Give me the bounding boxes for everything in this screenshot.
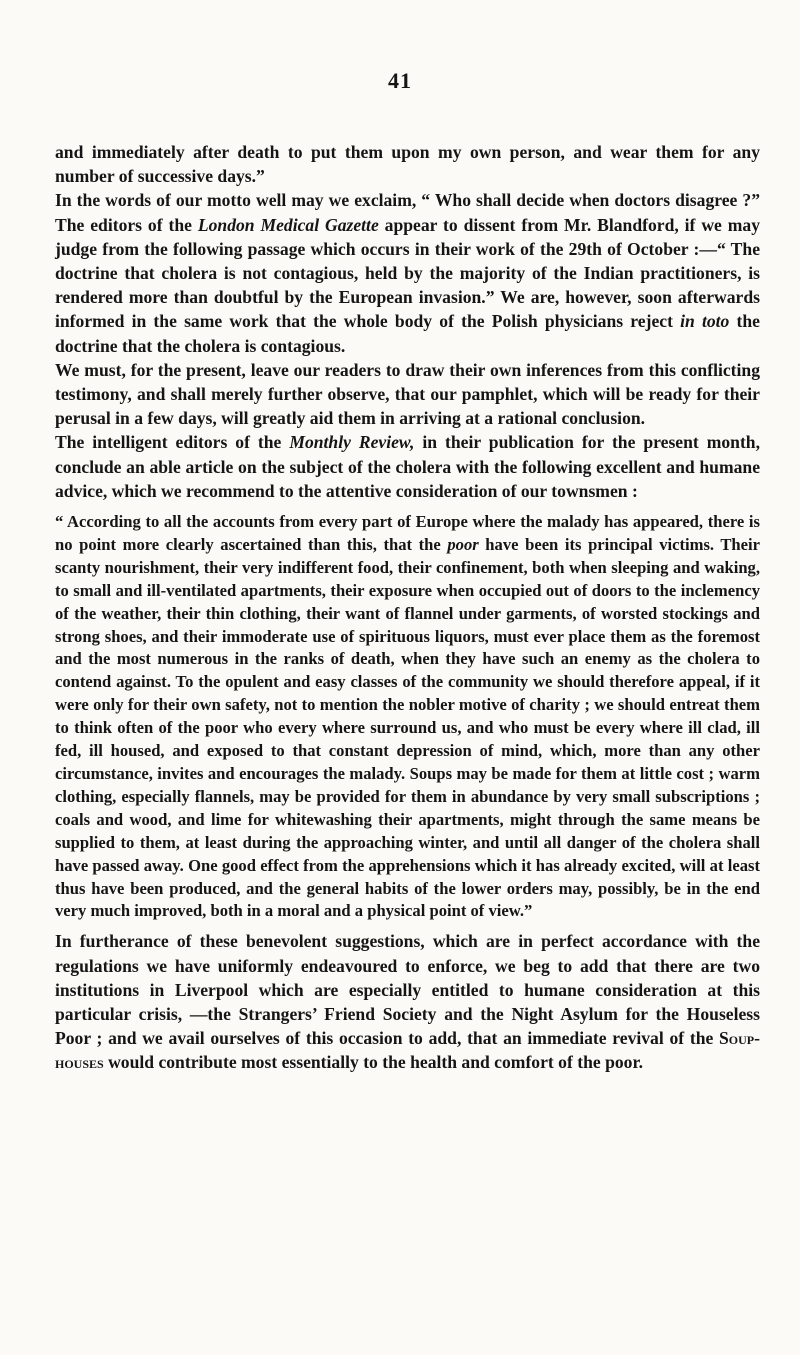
page-number: 41	[388, 68, 412, 93]
paragraph-2-italic-in-toto: in toto	[680, 311, 730, 332]
paragraph-3-text: We must, for the present, leave our readers to draw their own inferences from this conflicting testimony, and shall merely further observe, that our pamphlet, which will be ready for their perusal in a few days, will greatly aid them in arriving at a rational conclusion.	[55, 359, 760, 429]
quote-italic-poor: poor	[447, 534, 479, 554]
quote-text-a: “ According to all the accounts from every part of Europe where the malady has appeared, there is no point more clearly ascertained than this, that the	[55, 512, 760, 554]
paragraph-4-italic-review: Monthly Review,	[289, 432, 415, 453]
paragraph-4	[55, 430, 760, 503]
paragraph-2-text-c: the doctrine that the cholera is contagious.	[55, 311, 760, 356]
paragraph-1	[55, 140, 760, 188]
paragraph-5-smallcaps-soup-houses: Soup-houses	[55, 1028, 760, 1073]
paragraph-1-text: and immediately after death to put them upon my own person, and wear them for any number of successive days.”	[55, 142, 760, 187]
paragraph-2-italic-gazette: London Medical Gazette	[197, 214, 379, 235]
quote-text-b: have been its principal victims. Their scanty nourishment, their very indifferent food, their confinement, both when sleeping and waking, to small and ill-ventilated apartments, their exposure when occupied out of doors to the inclemency of the weather, their thin clothing, their want of flannel under garments, of worsted stockings and strong shoes, and their immoderate use of spirituous liquors, must ever place them as the foremost and the most numerous in the ranks of death, when they have such an enemy as the cholera to contend against. To the opulent and easy classes of the community we should therefore appeal, if it were only for their own safety, not to mention the nobler motive of charity ; we should entreat them to think often of the poor who every where surround us, and who must be every where ill clad, ill fed, ill housed, and exposed to that constant depression of mind, which, more than any other circumstance, invites and encourages the malady. Soups may be made for them at little cost ; warm clothing, especially flannels, may be provided for them in abundance by very small subscriptions ; coals and wood, and lime for whitewashing their apartments, might through the same means be supplied to them, at least during the approaching winter, and until all danger of the cholera shall have passed away. One good effect from the apprehensions which it has already excited, will at least thus have been produced, and the general habits of the lower orders may, possibly, be in the end very much improved, both in a moral and a physical point of view.”	[55, 534, 760, 921]
paragraph-3	[55, 358, 760, 431]
paragraph-2-text-a: In the words of our motto well may we exclaim, “ Who shall decide when doctors disagree ?” The editors of the	[55, 190, 760, 235]
paragraph-2	[55, 188, 760, 357]
paragraph-5-text-b: would contribute most essentially to the health and comfort of the poor.	[103, 1052, 644, 1073]
paragraph-4-text-a: The intelligent editors of the	[55, 432, 290, 453]
quoted-paragraph	[55, 511, 760, 923]
paragraph-2-text-b: appear to dissent from Mr. Blandford, if we may judge from the following passage which occurs in their work of the 29th of October :—“ The doctrine that cholera is not contagious, held by the majority of the Indian practitioners, is rendered more than doubtful by the European invasion.” We are, however, soon afterwards informed in the same work that the whole body of the Polish physicians reject	[55, 214, 760, 332]
paragraph-5	[55, 929, 760, 1074]
paragraph-5-text-a: In furtherance of these benevolent suggestions, which are in perfect accordance with the regulations we have uniformly endeavoured to enforce, we beg to add that there are two institutions in Liverpool which are especially entitled to humane consideration at this particular crisis, —the Strangers’ Friend Society and the Night Asylum for the Houseless Poor ; and we avail ourselves of this occasion to add, that an immediate revival of the	[55, 931, 760, 1049]
paragraph-4-text-b: in their publication for the present month, conclude an able article on the subject of the cholera with the following excellent and humane advice, which we recommend to the attentive consideration of our townsmen :	[55, 432, 760, 501]
page-body	[55, 140, 760, 1075]
